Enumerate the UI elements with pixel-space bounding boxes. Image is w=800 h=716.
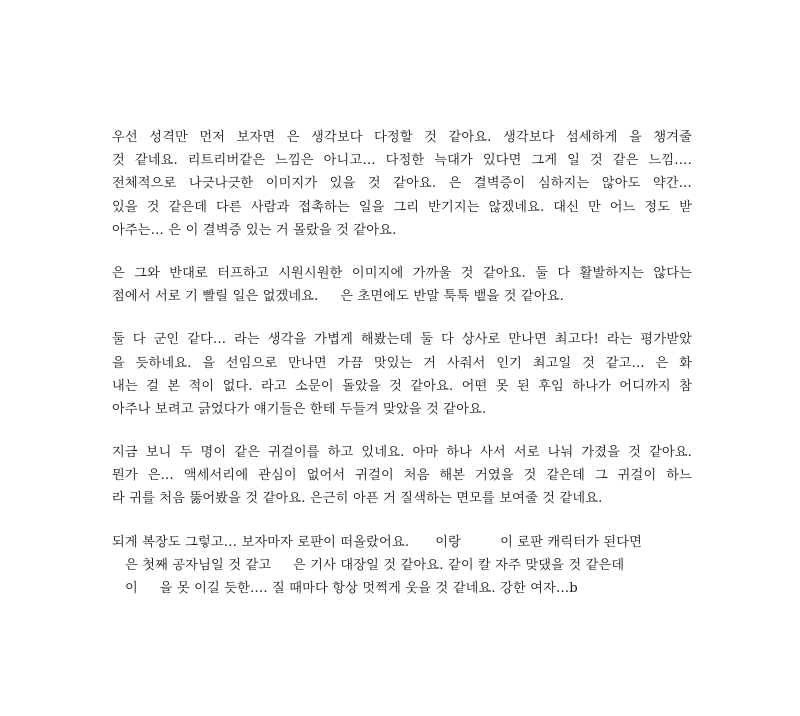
text-line: 전체적으로 나긋나긋한 이미지가 있을 것 같아요. 은 결벽증이 심하지는 않아도 약간… [112, 176, 692, 192]
text-line: 라 귀를 처음 뚫어봤을 것 같아요. 은근히 아픈 거 질색하는 면모를 보여줄 것 같네요. [112, 491, 603, 507]
paragraph-4 [112, 441, 692, 511]
paragraph-1 [112, 126, 692, 242]
text-line: 되게 복장도 그렇고… 보자마자 로판이 떠올랐어요. 이랑 이 로판 캐릭터가 된다면 [112, 534, 642, 550]
text-line: 은 그와 반대로 터프하고 시원시원한 이미지에 가까울 것 같아요. 둘 다 활발하지는 않다는 [112, 265, 692, 281]
text-line: 우선 성격만 먼저 보자면 은 생각보다 다정할 것 같아요. 생각보다 섬세하게 을 챙겨줄 [112, 130, 692, 145]
text-line: 지금 보니 두 명이 같은 귀걸이를 하고 있네요. 아마 하나 사서 서로 나눠 가졌을 것 같아요. [112, 445, 692, 461]
paragraph-3 [112, 328, 692, 421]
text-line: 이 을 못 이길 듯한…. 질 때마다 항상 멋쩍게 웃을 것 같네요. 강한 여자…b [112, 581, 578, 596]
text-line: 아주나 보려고 긁었다가 얘기들은 한테 두들겨 맞았을 것 같아요. [112, 401, 487, 417]
text-line: 점에서 서로 기 빨릴 일은 없겠네요. 은 초면에도 반말 툭툭 뱉을 것 같아요. [112, 289, 564, 305]
document-body [112, 126, 692, 620]
text-line: 있을 것 같은데 다른 사람과 접촉하는 일을 그리 반기지는 않겠네요. 대신 만 어느 정도 받 [112, 199, 692, 215]
text-line: 둘 다 군인 같다… 라는 생각을 가볍게 해봤는데 둘 다 상사로 만나면 최고다! 라는 평가받았 [112, 332, 692, 348]
paragraph-2 [112, 262, 692, 308]
text-line: 것 같네요. 리트리버같은 느낌은 아니고… 다정한 늑대가 있다면 그게 일 것 같은 느낌…. [112, 153, 692, 169]
text-line: 뭔가 은… 액세서리에 관심이 없어서 귀걸이 처음 해본 거였을 것 같은데 그 귀걸이 하느 [112, 468, 692, 484]
paragraph-5 [112, 531, 692, 601]
text-line: 아주는… 은 이 결벽증 있는 거 몰랐을 것 같아요. [112, 222, 397, 238]
text-line: 내는 걸 본 적이 없다. 라고 소문이 돌았을 것 같아요. 어떤 못 된 후임 하나가 어디까지 참 [112, 378, 692, 394]
text-line: 은 첫째 공자님일 것 같고 은 기사 대장일 것 같아요. 같이 칼 자주 맞댔을 것 같은데 [112, 557, 625, 573]
text-line: 을 듯하네요. 을 선임으로 만나면 가끔 맛있는 거 사줘서 인기 최고일 것 같고… 은 화 [112, 355, 692, 371]
